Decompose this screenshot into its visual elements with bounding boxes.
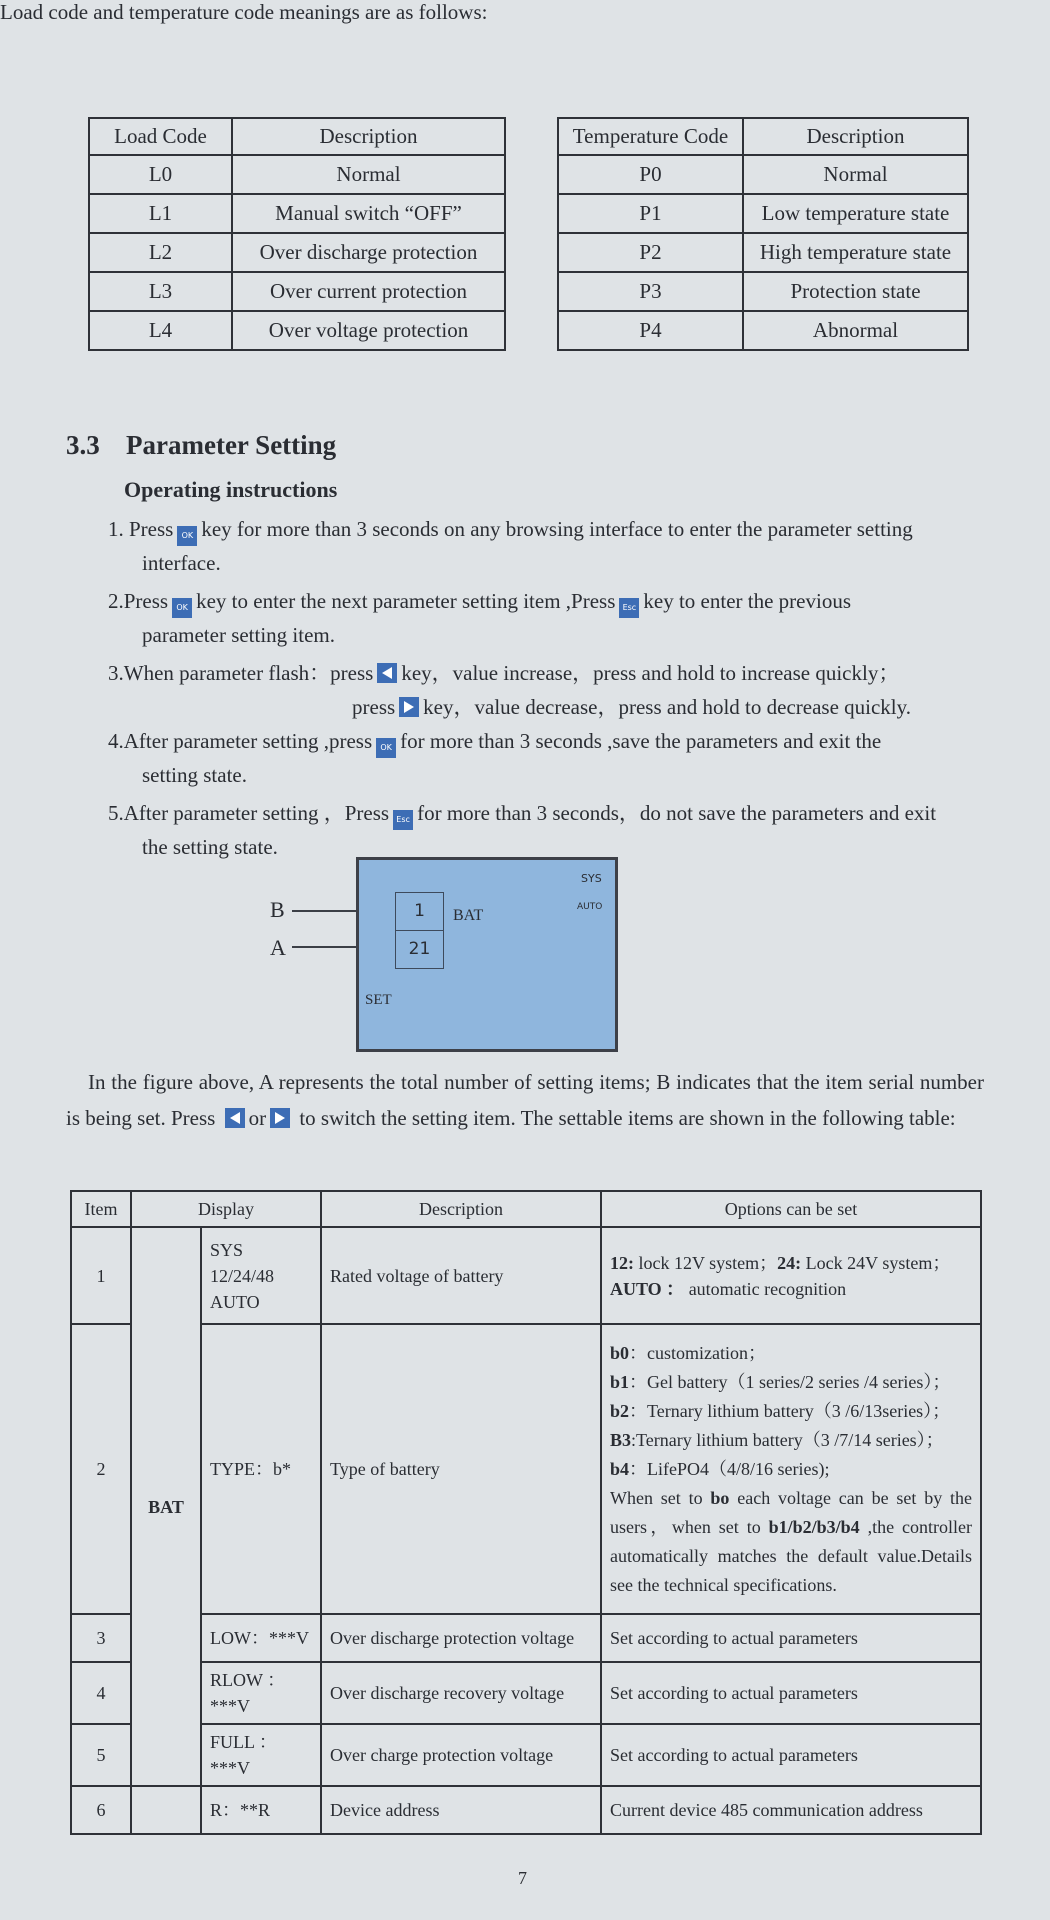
table-row: [558, 233, 968, 272]
item-cell: 2: [71, 1324, 131, 1614]
text: key to enter the next parameter setting item ,Press: [196, 589, 616, 613]
ok-key-icon: OK: [177, 526, 197, 546]
code-cell: L3: [89, 272, 232, 311]
display-cell: FULL ： ***V: [201, 1724, 321, 1786]
table-row: [558, 194, 968, 233]
desc-cell: Type of battery: [321, 1324, 601, 1614]
right-arrow-key-icon: [270, 1108, 290, 1128]
label-b: B: [270, 897, 285, 922]
display-cell: LOW：***V: [201, 1614, 321, 1662]
text: bo: [710, 1487, 730, 1508]
text: ：LifePO4（4/8/16 series);: [629, 1458, 830, 1479]
temperature-code-table: [557, 117, 969, 351]
table-row: [89, 311, 505, 350]
text: b2: [610, 1400, 630, 1421]
text: 5.After parameter setting ，Press: [108, 801, 390, 825]
header-cell: Description: [232, 118, 505, 155]
display-cell: [201, 1227, 321, 1324]
table-row: [71, 1614, 981, 1662]
desc-cell: Over current protection: [232, 272, 505, 311]
table-row: [89, 233, 505, 272]
code-cell: L1: [89, 194, 232, 233]
text: key for more than 3 seconds on any browsing interface to enter the parameter setting: [201, 517, 913, 541]
table-row: [89, 118, 505, 155]
right-arrow-key-icon: [399, 697, 419, 717]
instruction-list: [108, 512, 990, 864]
text: b0: [610, 1342, 630, 1363]
text: each voltage can be set by the users，when set to: [610, 1487, 972, 1537]
instruction-4-cont: setting state.: [142, 763, 247, 787]
text: B3: [610, 1429, 632, 1450]
left-arrow-key-icon: [225, 1108, 245, 1128]
sys-label: SYS: [581, 872, 602, 885]
header-cell: Item: [71, 1191, 131, 1227]
display-cell: RLOW ： ***V: [201, 1662, 321, 1724]
table-row: [558, 118, 968, 155]
table-row: [89, 272, 505, 311]
item-cell: 5: [71, 1724, 131, 1786]
text: 4.After parameter setting ,press: [108, 729, 373, 753]
text: AUTO: [210, 1291, 260, 1312]
text: 2.Press: [108, 589, 169, 613]
intro-text: Load code and temperature code meanings are as follows:: [0, 0, 488, 24]
desc-cell: Over discharge protection voltage: [321, 1614, 601, 1662]
instruction-1: [108, 512, 990, 546]
text: In the figure above, A represents the total number of setting items; B indicates that the item serial number is being set. Press: [66, 1070, 984, 1130]
text: 12:: [610, 1252, 634, 1273]
desc-cell: Low temperature state: [743, 194, 968, 233]
lcd-display-figure: [356, 857, 618, 1052]
header-cell: Options can be set: [601, 1191, 981, 1227]
instruction-4: [108, 724, 990, 758]
header-cell: Temperature Code: [558, 118, 743, 155]
section-title: Parameter Setting: [126, 430, 337, 460]
table-row: [71, 1324, 981, 1614]
instruction-3-cont: [108, 690, 990, 724]
code-cell: P4: [558, 311, 743, 350]
page-number: 7: [518, 1868, 527, 1888]
text: b1: [610, 1371, 630, 1392]
code-cell: L4: [89, 311, 232, 350]
text: AUTO ：: [610, 1278, 685, 1299]
options-cell: [601, 1227, 981, 1324]
text: key to enter the previous: [643, 589, 851, 613]
desc-cell: Abnormal: [743, 311, 968, 350]
text: 12/24/48: [210, 1265, 275, 1286]
table-row: [71, 1227, 981, 1324]
code-cell: L2: [89, 233, 232, 272]
header-cell: Display: [131, 1191, 321, 1227]
figure-explanation: [66, 1064, 984, 1136]
table-row: [71, 1724, 981, 1786]
text: 24:: [777, 1252, 802, 1273]
text: press: [352, 695, 396, 719]
section-subtitle: Operating instructions: [124, 477, 338, 502]
section-number: 3.3: [66, 430, 100, 460]
item-cell: 4: [71, 1662, 131, 1724]
table-row: [71, 1786, 981, 1834]
load-code-table: [88, 117, 506, 351]
text: 3.When parameter flash：press: [108, 661, 374, 685]
item-cell: 1: [71, 1227, 131, 1324]
options-cell: Set according to actual parameters: [601, 1614, 981, 1662]
instruction-1-cont: interface.: [142, 551, 221, 575]
text: key，value increase，press and hold to increase quickly；: [401, 661, 900, 685]
desc-cell: Over voltage protection: [232, 311, 505, 350]
table-row: [71, 1662, 981, 1724]
desc-cell: Protection state: [743, 272, 968, 311]
text: SYS: [210, 1239, 244, 1260]
text: for more than 3 seconds ,save the parameters and exit the: [400, 729, 882, 753]
table-row: [558, 311, 968, 350]
display-cell: R：**R: [201, 1786, 321, 1834]
set-label: SET: [365, 992, 392, 1008]
table-row: [89, 194, 505, 233]
desc-cell: Over discharge protection: [232, 233, 505, 272]
text: or: [248, 1106, 267, 1130]
text: ：customization；: [629, 1342, 766, 1363]
item-cell: 3: [71, 1614, 131, 1662]
desc-cell: Manual switch “OFF”: [232, 194, 505, 233]
instruction-2: [108, 584, 990, 618]
header-cell: Description: [743, 118, 968, 155]
text: b1/b2/b3/b4: [768, 1516, 860, 1537]
item-cell: 6: [71, 1786, 131, 1834]
code-cell: L0: [89, 155, 232, 194]
desc-cell: Device address: [321, 1786, 601, 1834]
code-cell: P3: [558, 272, 743, 311]
text: automatic recognition: [684, 1278, 847, 1299]
instruction-5: [108, 796, 990, 830]
text: lock 12V system；: [634, 1252, 778, 1273]
header-cell: Description: [321, 1191, 601, 1227]
auto-label: AUTO: [577, 902, 603, 912]
desc-cell: High temperature state: [743, 233, 968, 272]
label-a: A: [270, 935, 286, 960]
text: to switch the setting item. The settable items are shown in the following table:: [299, 1106, 956, 1130]
text: b4: [610, 1458, 630, 1479]
item-number-box: 1: [395, 892, 444, 931]
options-cell: Set according to actual parameters: [601, 1662, 981, 1724]
text: for more than 3 seconds，do not save the parameters and exit: [417, 801, 937, 825]
settings-table: [70, 1190, 982, 1835]
desc-cell: Normal: [743, 155, 968, 194]
ok-key-icon: OK: [376, 738, 396, 758]
table-row: [558, 155, 968, 194]
text: When set to: [610, 1487, 711, 1508]
display-cell: TYPE：b*: [201, 1324, 321, 1614]
options-cell: Current device 485 communication address: [601, 1786, 981, 1834]
desc-cell: Over charge protection voltage: [321, 1724, 601, 1786]
text: ,the controller automatically matches the default value.Details see the technical specifications.: [610, 1516, 972, 1595]
code-cell: P1: [558, 194, 743, 233]
header-cell: Load Code: [89, 118, 232, 155]
text: ：Ternary lithium battery（3 /6/13series）；: [629, 1400, 951, 1421]
section-heading: [66, 430, 336, 461]
text: key，value decrease，press and hold to decrease quickly.: [423, 695, 912, 719]
options-cell: [601, 1324, 981, 1614]
esc-key-icon: Esc: [619, 598, 639, 618]
table-row: [89, 155, 505, 194]
code-cell: P2: [558, 233, 743, 272]
text: Lock 24V system；: [801, 1252, 951, 1273]
table-row: [558, 272, 968, 311]
instruction-5-cont: the setting state.: [142, 835, 278, 859]
table-row: [71, 1191, 981, 1227]
instruction-3: [108, 656, 990, 690]
esc-key-icon: Esc: [393, 810, 413, 830]
group-cell: BAT: [131, 1227, 201, 1786]
total-items-box: 21: [395, 930, 444, 969]
options-cell: Set according to actual parameters: [601, 1724, 981, 1786]
instruction-2-cont: parameter setting item.: [142, 623, 336, 647]
desc-cell: Rated voltage of battery: [321, 1227, 601, 1324]
code-cell: P0: [558, 155, 743, 194]
text: ：Gel battery（1 series/2 series /4 series）；: [629, 1371, 951, 1392]
ok-key-icon: OK: [172, 598, 192, 618]
empty-cell: [131, 1786, 201, 1834]
bat-label: BAT: [453, 907, 484, 924]
text: 1. Press: [108, 517, 174, 541]
left-arrow-key-icon: [377, 663, 397, 683]
desc-cell: Normal: [232, 155, 505, 194]
desc-cell: Over discharge recovery voltage: [321, 1662, 601, 1724]
text: :Ternary lithium battery（3 /7/14 series）；: [631, 1429, 944, 1450]
